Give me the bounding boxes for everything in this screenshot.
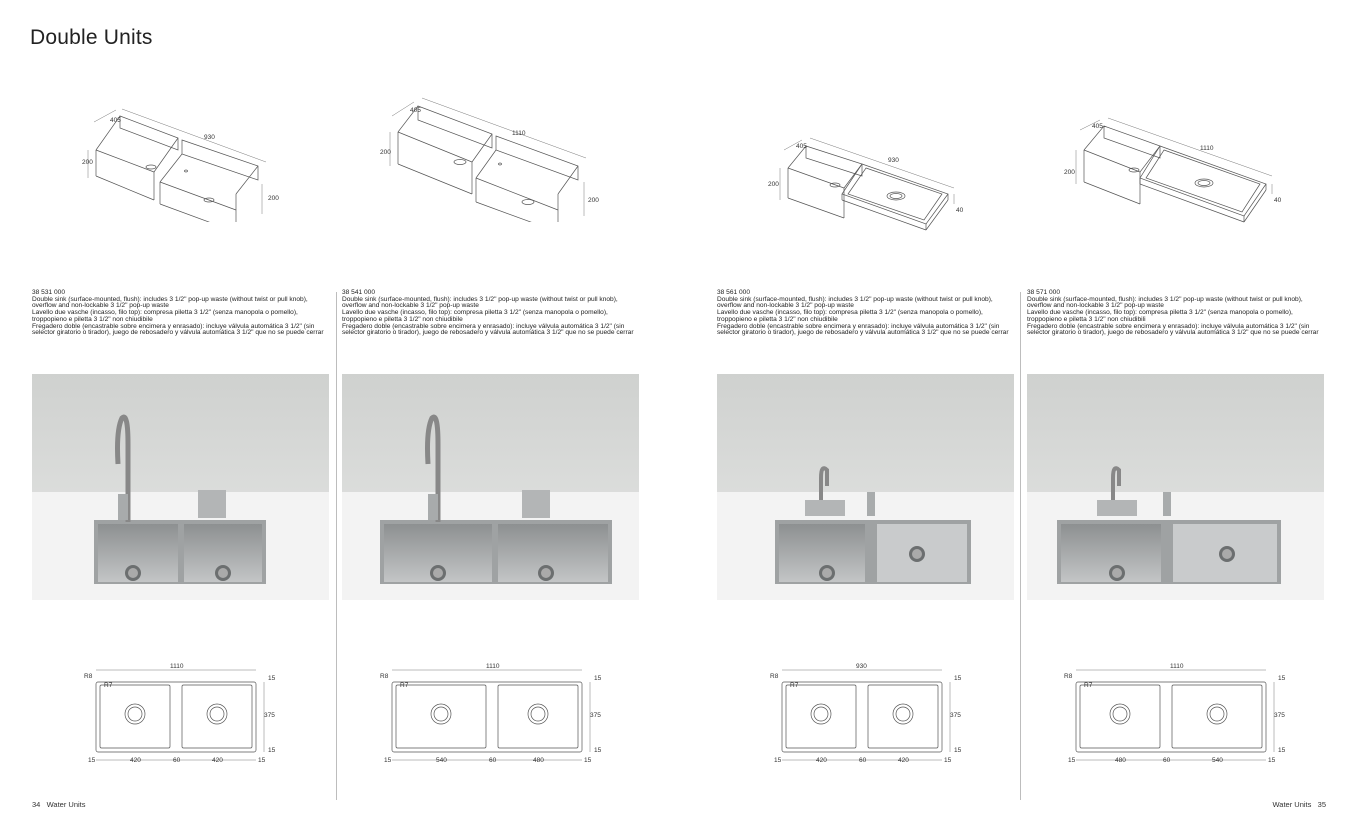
product-description (32, 290, 332, 337)
page-number: 34 (32, 800, 41, 809)
radius-label: R8 (380, 673, 389, 680)
dim-bowl: 420 (130, 757, 141, 764)
dim-height: 200 (268, 195, 279, 202)
product-description (1027, 290, 1327, 337)
dim-right: 15 (1268, 757, 1276, 764)
dim-height: 375 (590, 712, 601, 719)
desc-line: Lavello due vasche (incasso, filo top): compresa piletta 3 1/2" (senza manopola o pomello), (1027, 309, 1293, 317)
desc-line: Lavello due vasche (incasso, filo top): compresa piletta 3 1/2" (senza manopola o pomello), (32, 309, 298, 317)
column-divider (1020, 292, 1021, 800)
desc-line: overflow and non-lockable 3 1/2" pop-up waste (1027, 302, 1164, 310)
radius-label: R7 (1084, 682, 1093, 689)
dim-right: 15 (584, 757, 592, 764)
section-label: Water Units (1272, 800, 1312, 809)
dim-gap: 60 (1163, 757, 1171, 764)
dim-bottom: 15 (954, 747, 962, 754)
desc-line: troppopieno e piletta 3 1/2" non chiudibili (1027, 315, 1146, 323)
plan-drawing (1060, 660, 1290, 770)
product-photo (717, 374, 1014, 600)
desc-line: Double sink (surface-mounted, flush): includes 3 1/2" pop-up waste (without twist or pull knob), (717, 295, 993, 303)
plan-drawing (376, 660, 606, 770)
dim-left: 15 (1068, 757, 1076, 764)
dim-height: 200 (380, 149, 391, 156)
iso-drawing (378, 92, 608, 222)
dim-height: 375 (1274, 712, 1285, 719)
desc-line: selector giratorio o tirador), juego de rebosadero y válvula automática 3 1/2" que no se puede cerrar (1027, 329, 1319, 337)
dim-height: 200 (82, 159, 93, 166)
dim-left: 15 (384, 757, 392, 764)
product-photo (342, 374, 639, 600)
dim-height: 200 (1064, 169, 1075, 176)
desc-line: overflow and non-lockable 3 1/2" pop-up waste (342, 302, 479, 310)
radius-label: R7 (104, 682, 113, 689)
product-photo (1027, 374, 1324, 600)
page-number: 35 (1317, 800, 1326, 809)
dim-height: 40 (956, 207, 964, 214)
dim-top: 15 (1278, 675, 1286, 682)
desc-line: Double sink (surface-mounted, flush): includes 3 1/2" pop-up waste (without twist or pull knob), (1027, 295, 1303, 303)
dim-length: 1110 (1200, 145, 1214, 152)
radius-label: R7 (400, 682, 409, 689)
dim-top: 15 (594, 675, 602, 682)
desc-line: troppopieno e piletta 3 1/2" non chiudibile (32, 315, 153, 323)
dim-bowl: 480 (533, 757, 544, 764)
plan-drawing (766, 660, 966, 770)
iso-drawing (1060, 92, 1290, 232)
product-description (342, 290, 642, 337)
column-divider (336, 292, 337, 800)
dim-height: 40 (1274, 197, 1282, 204)
desc-line: Fregadero doble (encastrable sobre encimera y enrasado): incluye válvula automática 3 1/2" (sin (1027, 322, 1310, 330)
desc-line: Fregadero doble (encastrable sobre encimera y enrasado): incluye válvula automática 3 1/2" (sin (342, 322, 625, 330)
radius-label: R8 (1064, 673, 1073, 680)
radius-label: R8 (770, 673, 779, 680)
dim-left: 15 (774, 757, 782, 764)
dim-bowl: 420 (816, 757, 827, 764)
dim-depth: 405 (796, 143, 807, 150)
dim-length: 1110 (1170, 663, 1184, 670)
desc-line: selector giratorio o tirador), juego de rebosadero y válvula automática 3 1/2" que no se puede cerrar (342, 329, 634, 337)
desc-line: Lavello due vasche (incasso, filo top): compresa piletta 3 1/2" (senza manopola o pomello), (342, 309, 608, 317)
desc-line: selector giratorio o tirador), juego de rebosadero y válvula automática 3 1/2" que no se puede cerrar (717, 329, 1009, 337)
desc-line: overflow and non-lockable 3 1/2" pop-up waste (717, 302, 854, 310)
dim-height: 200 (588, 197, 599, 204)
dim-gap: 60 (859, 757, 867, 764)
dim-length: 1110 (486, 663, 500, 670)
dim-left: 15 (88, 757, 96, 764)
dim-bowl: 540 (436, 757, 447, 764)
dim-top: 15 (954, 675, 962, 682)
iso-drawing (766, 92, 976, 242)
product-photo (32, 374, 329, 600)
section-label: Water Units (46, 800, 86, 809)
dim-height: 200 (768, 181, 779, 188)
dim-depth: 405 (410, 107, 421, 114)
desc-line: Double sink (surface-mounted, flush): includes 3 1/2" pop-up waste (without twist or pull knob), (32, 295, 308, 303)
dim-bowl: 540 (1212, 757, 1223, 764)
dim-length: 930 (204, 134, 215, 141)
footer-left (32, 800, 86, 809)
desc-line: Lavello due vasche (incasso, filo top): compresa piletta 3 1/2" (senza manopola o pomello), (717, 309, 983, 317)
desc-line: Fregadero doble (encastrable sobre encimera y enrasado): incluye válvula automática 3 1/2" (sin (717, 322, 1000, 330)
dim-length: 930 (856, 663, 867, 670)
dim-depth: 405 (1092, 123, 1103, 130)
dim-bowl: 420 (898, 757, 909, 764)
dim-depth: 405 (110, 117, 121, 124)
dim-length: 1110 (170, 663, 184, 670)
radius-label: R7 (790, 682, 799, 689)
dim-bowl: 480 (1115, 757, 1126, 764)
iso-drawing (80, 92, 280, 222)
product-code: 38 561 000 (717, 289, 751, 296)
dim-bottom: 15 (594, 747, 602, 754)
dim-length: 1110 (512, 130, 526, 137)
plan-drawing (80, 660, 280, 770)
dim-right: 15 (258, 757, 266, 764)
dim-top: 15 (268, 675, 276, 682)
footer-right (1272, 800, 1326, 809)
product-code: 38 541 000 (342, 289, 376, 296)
desc-line: selector giratorio o tirador), juego de rebosadero y válvula automática 3 1/2" que no se puede cerrar (32, 329, 324, 337)
dim-height: 375 (264, 712, 275, 719)
desc-line: troppopieno e piletta 3 1/2" non chiudibile (342, 315, 463, 323)
dim-gap: 60 (489, 757, 497, 764)
product-description (717, 290, 1017, 337)
dim-gap: 60 (173, 757, 181, 764)
desc-line: troppopieno e piletta 3 1/2" non chiudibile (717, 315, 838, 323)
dim-right: 15 (944, 757, 952, 764)
dim-bottom: 15 (268, 747, 276, 754)
dim-bowl: 420 (212, 757, 223, 764)
product-code: 38 571 000 (1027, 289, 1061, 296)
desc-line: Fregadero doble (encastrable sobre encimera y enrasado): incluye válvula automática 3 1/2" (sin (32, 322, 315, 330)
desc-line: overflow and non-lockable 3 1/2" pop-up waste (32, 302, 169, 310)
dim-height: 375 (950, 712, 961, 719)
product-code: 38 531 000 (32, 289, 66, 296)
page-title: Double Units (30, 26, 153, 49)
radius-label: R8 (84, 673, 93, 680)
dim-length: 930 (888, 157, 899, 164)
desc-line: Double sink (surface-mounted, flush): includes 3 1/2" pop-up waste (without twist or pull knob), (342, 295, 618, 303)
dim-bottom: 15 (1278, 747, 1286, 754)
